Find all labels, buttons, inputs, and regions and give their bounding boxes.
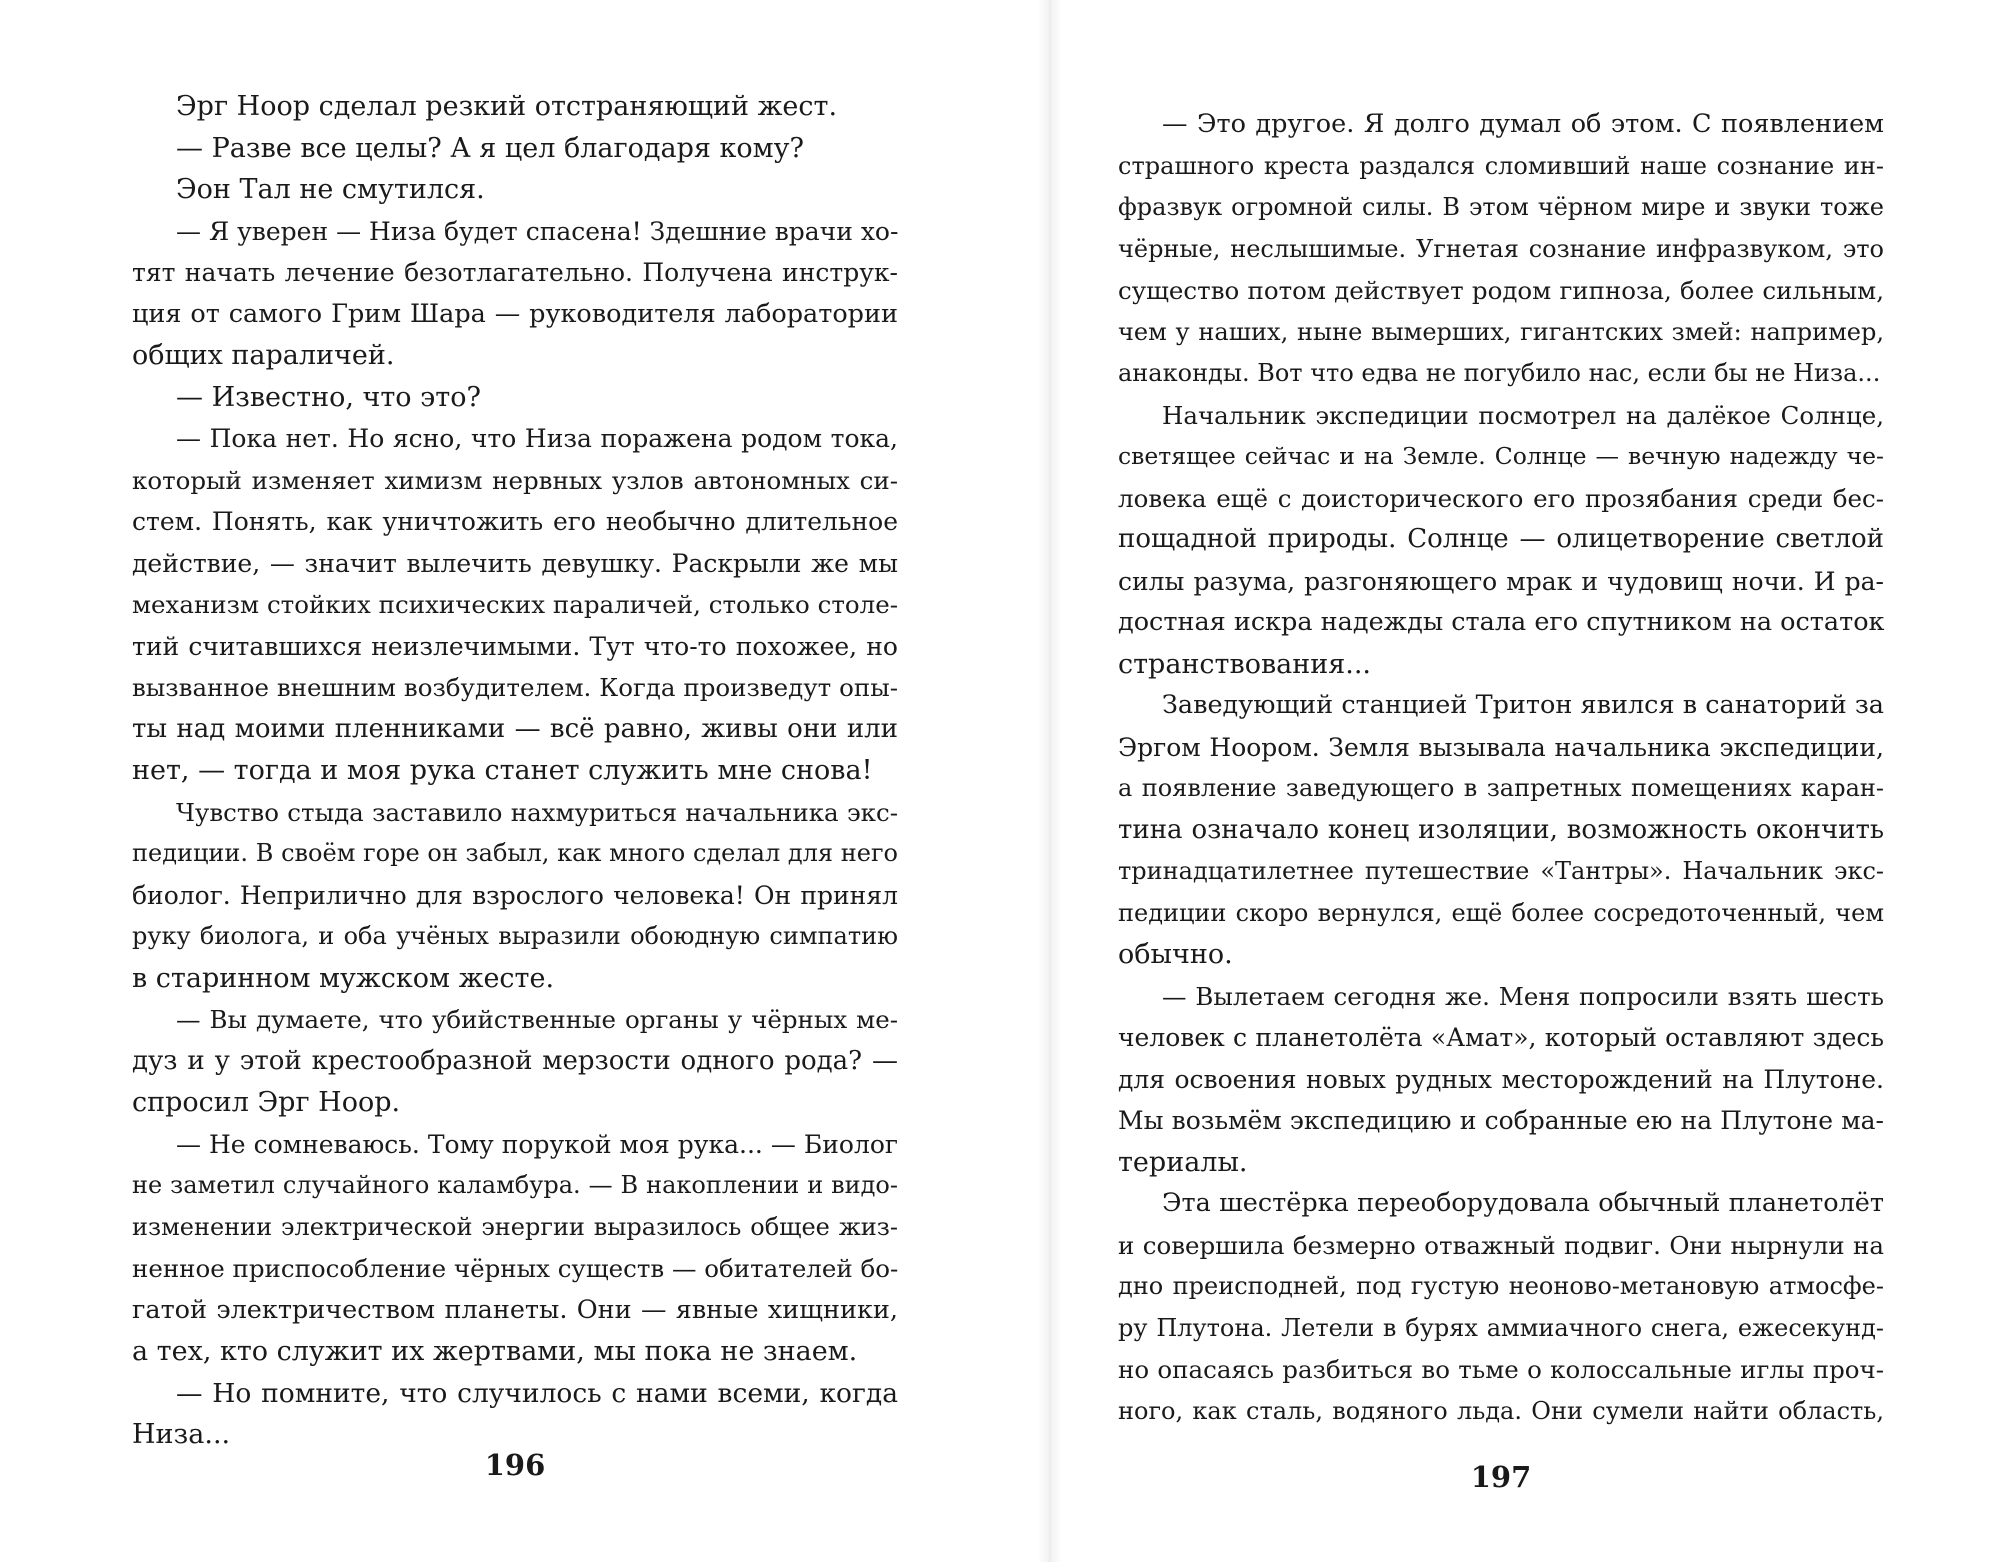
text-line: действие, — значит вылечить девушку. Раскрыли же мы bbox=[132, 548, 898, 578]
text-line: ция от самого Грим Шара — руководителя лаборатории bbox=[132, 298, 898, 329]
text-line: Начальник экспедиции посмотрел на далёкое Солнце, bbox=[1162, 400, 1884, 430]
text-line: фразвук огромной силы. В этом чёрном мире и звуки тоже bbox=[1118, 193, 1884, 221]
text-line: светящее сейчас и на Земле. Солнце — вечную надежду че- bbox=[1118, 442, 1884, 470]
text-line: не заметил случайного каламбура. — В накоплении и видо- bbox=[132, 1171, 898, 1199]
text-line: руку биолога, и оба учёных выразили обоюдную симпатию bbox=[132, 922, 898, 950]
text-line: — Но помните, что случилось с нами всеми, когда bbox=[176, 1377, 898, 1409]
text-line: тина означало конец изоляции, возможность окончить bbox=[1118, 814, 1884, 845]
text-line: — Это другое. Я долго думал об этом. С появлением bbox=[1162, 109, 1884, 139]
text-line: ненное приспособление чёрных существ — обитателей бо- bbox=[132, 1254, 899, 1283]
text-line: дуз и у этой крестообразной мерзости одного рода? — bbox=[132, 1045, 898, 1076]
text-line: Чувство стыда заставило нахмуриться начальника экс- bbox=[176, 797, 898, 827]
text-line: силы разума, разгоняющего мрак и чудовищ ночи. И ра- bbox=[1118, 566, 1884, 596]
text-line: достная искра надежды стала его спутником на остаток bbox=[1118, 607, 1885, 637]
text-line: Эон Тал не смутился. bbox=[176, 174, 485, 205]
text-line: обычно. bbox=[1118, 939, 1233, 970]
text-line: анаконды. Вот что едва не погубило нас, если бы не Низа... bbox=[1118, 359, 1881, 387]
text-line: стем. Понять, как уничтожить его необычно длительное bbox=[132, 507, 898, 536]
text-line: тий считавшихся неизлечимыми. Тут что-то похожее, но bbox=[132, 631, 898, 661]
text-line: человек с планетолёта «Амат», который оставляют здесь bbox=[1118, 1023, 1884, 1052]
text-line: Заведующий станцией Тритон явился в санаторий за bbox=[1162, 690, 1884, 720]
text-line: — Пока нет. Но ясно, что Низа поражена родом тока, bbox=[176, 424, 898, 453]
text-line: гатой электричеством планеты. Они — явные хищники, bbox=[132, 1294, 898, 1325]
text-line: ного, как сталь, водяного льда. Они сумели найти область, bbox=[1118, 1396, 1884, 1425]
text-line: изменении электрической энергии выразилось общее жиз- bbox=[132, 1212, 898, 1241]
text-line: для освоения новых рудных месторождений на Плутоне. bbox=[1118, 1064, 1884, 1094]
text-line: — Вылетаем сегодня же. Меня попросили взять шесть bbox=[1162, 981, 1884, 1011]
text-line: спросил Эрг Ноор. bbox=[132, 1087, 401, 1118]
text-line: механизм стойких психических параличей, столько столе- bbox=[132, 590, 898, 619]
text-line: но опасаясь разбиться во тьме о колоссальные иглы проч- bbox=[1118, 1355, 1884, 1384]
text-line: териалы. bbox=[1118, 1146, 1248, 1178]
text-line: чем у наших, ныне вымерших, гигантских змей: например, bbox=[1118, 317, 1884, 346]
text-line: в старинном мужском жесте. bbox=[132, 962, 555, 994]
text-line: общих параличей. bbox=[132, 340, 395, 371]
text-line: — Не сомневаюсь. Тому порукой моя рука... — Биолог bbox=[176, 1129, 898, 1159]
text-line: а появление заведующего в запретных помещениях каран- bbox=[1118, 774, 1884, 802]
text-line: тят начать лечение безотлагательно. Получена инструк- bbox=[132, 258, 898, 287]
text-line: Эрг Ноор сделал резкий отстраняющий жест. bbox=[176, 91, 838, 122]
text-line: — Известно, что это? bbox=[176, 381, 481, 413]
text-line: и совершила безмерно отважный подвиг. Они нырнули на bbox=[1118, 1230, 1884, 1260]
text-line: педиции скоро вернулся, ещё более сосредоточенный, чем bbox=[1118, 898, 1884, 927]
text-line: Низа... bbox=[132, 1419, 231, 1450]
left-page-number: 196 bbox=[484, 1448, 546, 1482]
left-page-text bbox=[132, 86, 898, 1456]
text-line: страшного креста раздался сломивший наше сознание ин- bbox=[1118, 151, 1884, 180]
text-line: — Я уверен — Низа будет спасена! Здешние врачи хо- bbox=[176, 216, 899, 246]
text-line: который изменяет химизм нервных узлов автономных си- bbox=[132, 465, 898, 495]
text-line: — Вы думаете, что убийственные органы у чёрных ме- bbox=[176, 1005, 898, 1034]
text-line: педиции. В своём горе он забыл, как много сделал для него bbox=[132, 839, 898, 867]
text-line: странствования... bbox=[1118, 648, 1372, 680]
text-line: Эргом Ноором. Земля вызывала начальника экспедиции, bbox=[1118, 732, 1884, 762]
text-line: нет, — тогда и моя рука станет служить мне снова! bbox=[132, 755, 873, 786]
text-line: — Разве все целы? А я цел благодаря кому? bbox=[176, 132, 805, 164]
text-line: вызванное внешним возбудителем. Когда произведут опы- bbox=[132, 673, 898, 702]
text-line: биолог. Неприлично для взрослого человека! Он принял bbox=[132, 880, 898, 910]
text-line: дно преисподней, под густую неоново-метановую атмосфе- bbox=[1118, 1272, 1884, 1300]
text-line: пощадной природы. Солнце — олицетворение светлой bbox=[1118, 524, 1884, 554]
text-line: тринадцатилетнее путешествие «Тантры». Начальник экс- bbox=[1118, 857, 1884, 885]
text-line: ты над моими пленниками — всё равно, живы они или bbox=[132, 713, 898, 744]
text-line: чёрные, неслышимые. Угнетая сознание инфразвуком, это bbox=[1118, 234, 1884, 263]
text-line: ру Плутона. Летели в бурях аммиачного снега, ежесекунд- bbox=[1118, 1313, 1884, 1342]
right-page-number: 197 bbox=[1470, 1460, 1532, 1494]
text-line: Эта шестёрка переоборудовала обычный планетолёт bbox=[1162, 1188, 1884, 1218]
right-page-text bbox=[1118, 104, 1884, 1432]
text-line: а тех, кто служит их жертвами, мы пока не знаем. bbox=[132, 1336, 858, 1367]
text-line: ловека ещё с доисторического его прозябания среди бес- bbox=[1118, 483, 1884, 513]
text-line: Мы возьмём экспедицию и собранные ею на Плутоне ма- bbox=[1118, 1106, 1884, 1135]
text-line: существо потом действует родом гипноза, более сильным, bbox=[1118, 276, 1884, 305]
book-gutter bbox=[1038, 0, 1062, 1562]
